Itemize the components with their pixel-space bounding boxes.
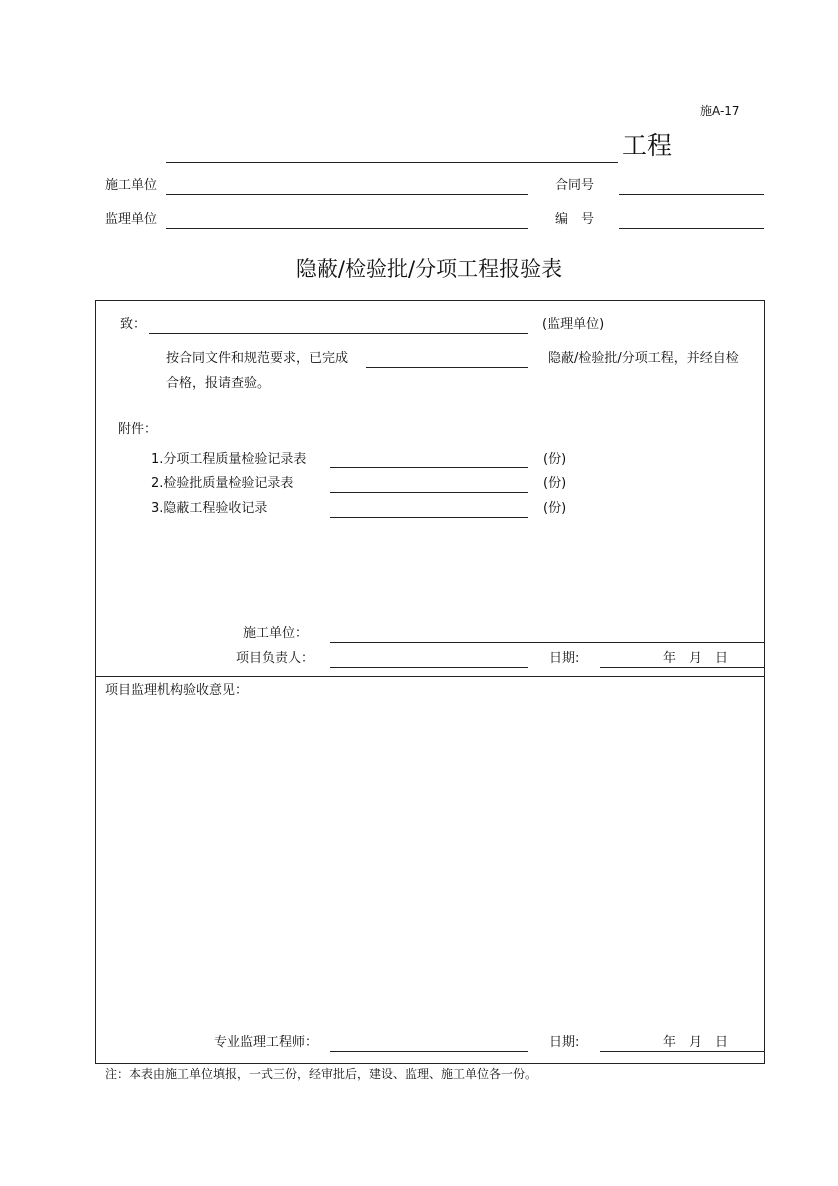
manager-label: 项目负责人： (236, 651, 315, 666)
to-suffix: (监理单位) (542, 317, 605, 332)
body-prefix: 按合同文件和规范要求，已完成 (166, 351, 349, 366)
attachment-count-field[interactable] (330, 492, 528, 493)
date-field[interactable] (600, 667, 764, 668)
supervisor-label: 监理单位 (105, 212, 158, 227)
review-date-label: 日期: (549, 1035, 580, 1050)
attachment-label: 2.检验批质量检验记录表 (151, 476, 294, 491)
to-label: 致： (120, 317, 147, 332)
contract-no-label: 合同号 (555, 178, 595, 193)
form-code: 施A-17 (700, 104, 740, 118)
page-title: 隐蔽/检验批/分项工程报验表 (295, 257, 563, 281)
manager-field[interactable] (330, 667, 528, 668)
attachment-label: 3.隐蔽工程验收记录 (151, 501, 268, 516)
attachment-label: 1.分项工程质量检验记录表 (151, 452, 307, 467)
attachments-label: 附件： (118, 422, 158, 437)
serial-no-field[interactable] (619, 228, 764, 229)
to-field[interactable] (149, 333, 528, 334)
contractor-sign-label: 施工单位： (243, 626, 309, 641)
serial-no-label: 编 号 (555, 212, 595, 227)
contractor-sign-field[interactable] (330, 642, 765, 643)
date-label: 日期: (549, 651, 580, 666)
attachment-unit: (份) (543, 476, 567, 491)
attachment-count-field[interactable] (330, 467, 528, 468)
engineer-field[interactable] (330, 1051, 528, 1052)
contractor-label: 施工单位 (105, 178, 158, 193)
review-date-ymd: 年 月 日 (663, 1035, 729, 1050)
date-ymd: 年 月 日 (663, 651, 729, 666)
review-date-field[interactable] (600, 1051, 764, 1052)
attachment-unit: (份) (543, 452, 567, 467)
section-divider (95, 676, 765, 677)
contractor-field[interactable] (166, 194, 528, 195)
supervisor-field[interactable] (166, 228, 528, 229)
body-line2: 合格，报请查验。 (166, 376, 271, 391)
completed-item-field[interactable] (366, 367, 528, 368)
opinion-label: 项目监理机构验收意见： (105, 683, 249, 698)
footer-note: 注：本表由施工单位填报，一式三份，经审批后，建设、监理、施工单位各一份。 (105, 1067, 538, 1081)
project-suffix: 工程 (622, 131, 673, 160)
project-name-field[interactable] (166, 162, 618, 163)
body-suffix: 隐蔽/检验批/分项工程，并经自检 (548, 351, 739, 366)
attachment-unit: (份) (543, 501, 567, 516)
opinion-area[interactable] (100, 705, 760, 1015)
attachment-count-field[interactable] (330, 517, 528, 518)
engineer-label: 专业监理工程师： (214, 1035, 319, 1050)
contract-no-field[interactable] (619, 194, 764, 195)
